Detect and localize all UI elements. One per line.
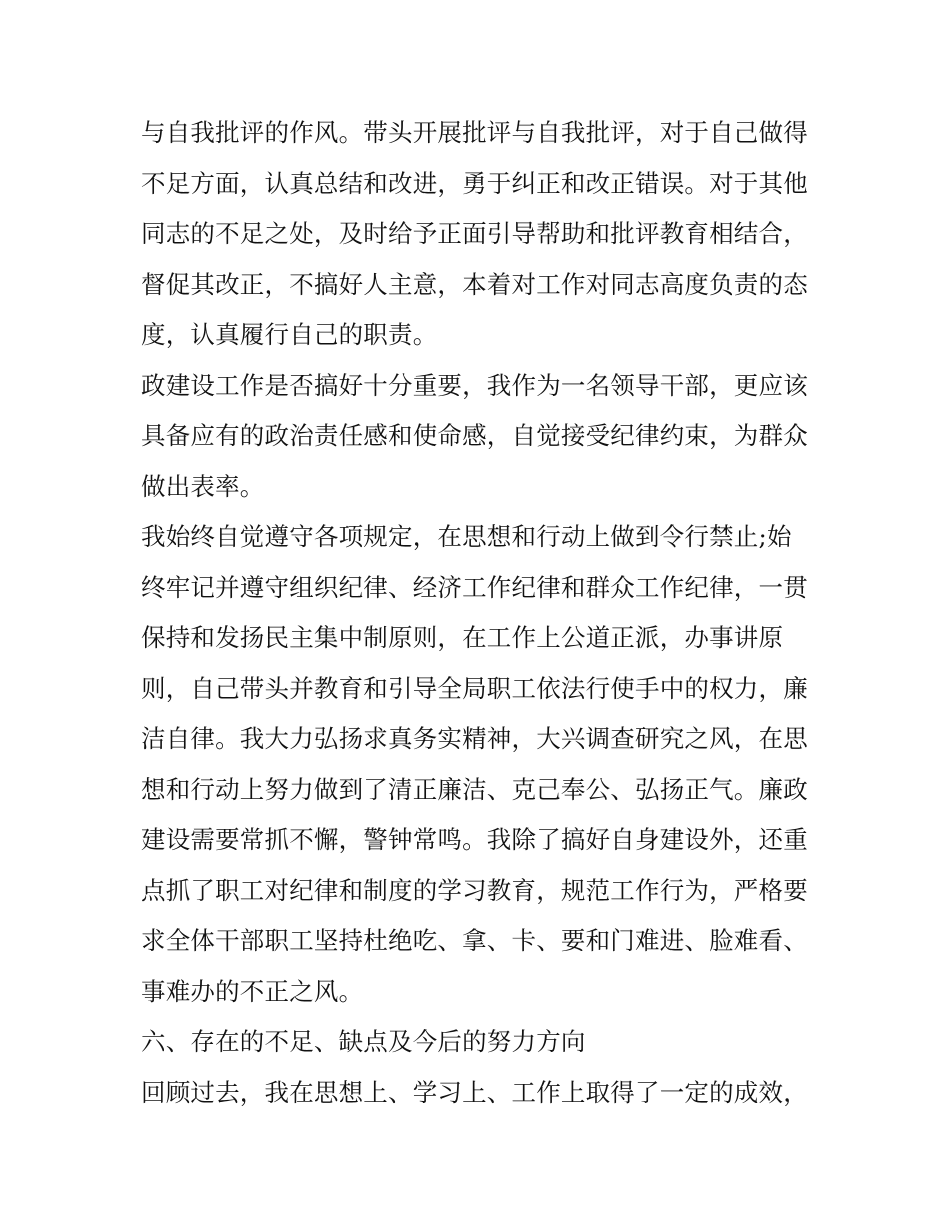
text-line: 政建设工作是否搞好十分重要，我作为一名领导干部，更应该 <box>141 370 808 400</box>
text-line: 建设需要常抓不懈，警钟常鸣。我除了搞好自身建设外，还重 <box>141 825 808 854</box>
text-line: 想和行动上努力做到了清正廉洁、克己奉公、弘扬正气。廉政 <box>141 774 808 804</box>
text-line: 事难办的不正之风。 <box>141 976 364 1006</box>
text-line: 则，自己带头并教育和引导全局职工依法行使手中的权力，廉 <box>141 673 808 703</box>
text-line: 度，认真履行自己的职责。 <box>141 320 438 349</box>
text-line: 同志的不足之处，及时给予正面引导帮助和批评教育相结合， <box>141 219 808 248</box>
text-line: 回顾过去，我在思想上、学习上、工作上取得了一定的成效， <box>141 1077 808 1107</box>
text-line: 洁自律。我大力弘扬求真务实精神，大兴调查研究之风，在思 <box>141 724 808 753</box>
text-line: 点抓了职工对纪律和制度的学习教育，规范工作行为，严格要 <box>141 875 808 905</box>
text-line: 具备应有的政治责任感和使命感，自觉接受纪律约束，为群众 <box>141 421 808 450</box>
text-line: 求全体干部职工坚持杜绝吃、拿、卡、要和门难进、脸难看、 <box>141 926 808 955</box>
text-line: 终牢记并遵守组织纪律、经济工作纪律和群众工作纪律，一贯 <box>141 572 808 602</box>
text-line: 做出表率。 <box>141 471 265 501</box>
section-heading: 六、存在的不足、缺点及今后的努力方向 <box>141 1027 586 1056</box>
text-line: 我始终自觉遵守各项规定，在思想和行动上做到令行禁止;始 <box>141 522 792 551</box>
document-body <box>141 108 821 1118</box>
text-line: 保持和发扬民主集中制原则，在工作上公道正派，办事讲原 <box>141 623 784 652</box>
text-line: 与自我批评的作风。带头开展批评与自我批评，对于自己做得 <box>141 118 808 147</box>
text-line: 督促其改正，不搞好人主意，本着对工作对同志高度负责的态 <box>141 269 808 299</box>
text-line: 不足方面，认真总结和改进，勇于纠正和改正错误。对于其他 <box>141 168 808 198</box>
